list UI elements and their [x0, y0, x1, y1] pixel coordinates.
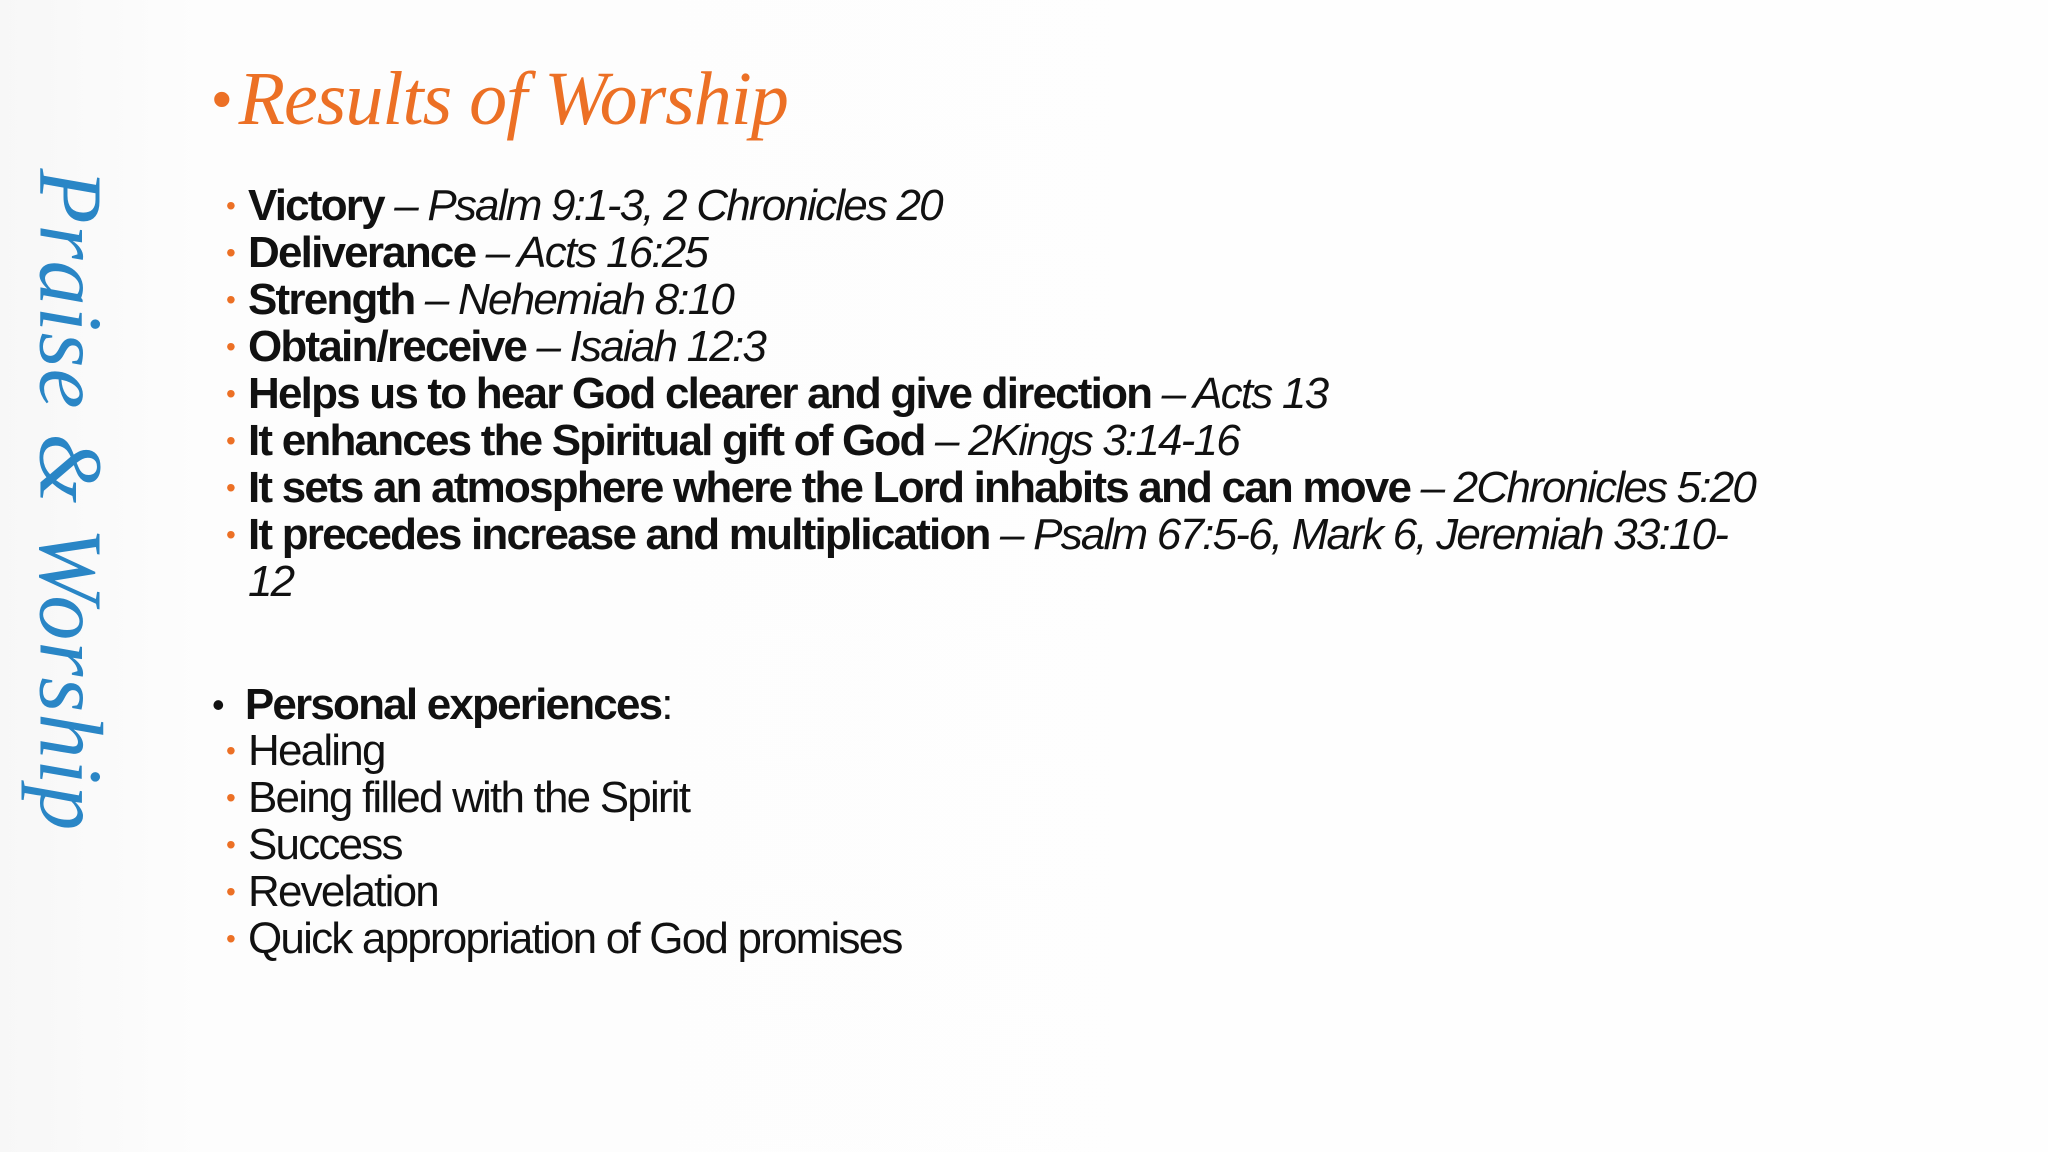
- result-item: [226, 229, 1755, 276]
- experience-text: Quick appropriation of God promises: [248, 914, 902, 963]
- result-item: [226, 370, 1755, 417]
- bullet-dot: •: [226, 923, 235, 954]
- bullet-dot: •: [226, 519, 235, 550]
- bullet-dot: •: [226, 472, 235, 503]
- result-item: [226, 323, 1755, 370]
- result-term: Obtain/receive: [248, 322, 527, 371]
- bullet-dot: •: [226, 829, 235, 860]
- heading-text: Results of Worship: [238, 57, 788, 141]
- experience-item: [226, 821, 902, 868]
- personal-experiences-heading: [212, 681, 672, 730]
- result-item: [226, 511, 1755, 605]
- result-reference-continued: 12: [248, 557, 294, 606]
- bullet-dot: •: [226, 378, 235, 409]
- result-term: It precedes increase and multiplication: [248, 510, 990, 559]
- subheading-suffix: :: [661, 680, 672, 729]
- result-separator: –: [475, 228, 518, 277]
- experience-text: Revelation: [248, 867, 438, 916]
- bullet-dot: •: [226, 284, 235, 315]
- experience-item: [226, 774, 902, 821]
- result-separator: –: [924, 416, 969, 465]
- result-item: [226, 276, 1755, 323]
- result-item: [226, 417, 1755, 464]
- result-reference: Isaiah 12:3: [569, 322, 766, 371]
- result-separator: –: [414, 275, 459, 324]
- result-separator: –: [1151, 369, 1194, 418]
- experience-text: Success: [248, 820, 402, 869]
- result-reference: Acts 16:25: [517, 228, 708, 277]
- result-term: Helps us to hear God clearer and give direction: [248, 369, 1152, 418]
- heading-bullet: •: [212, 67, 231, 130]
- bullet-dot: •: [226, 735, 235, 766]
- bullet-dot: •: [226, 876, 235, 907]
- bullet-dot: •: [226, 237, 235, 268]
- result-term: It enhances the Spiritual gift of God: [248, 416, 925, 465]
- result-term: Deliverance: [248, 228, 476, 277]
- result-reference: 2Kings 3:14-16: [968, 416, 1239, 465]
- result-reference: Acts 13: [1193, 369, 1328, 418]
- bullet-dot: •: [226, 425, 235, 456]
- experience-item: [226, 915, 902, 962]
- experience-text: Being filled with the Spirit: [248, 773, 690, 822]
- experience-item: [226, 868, 902, 915]
- bullet-dot: •: [226, 331, 235, 362]
- result-term: It sets an atmosphere where the Lord inhabits and can move: [248, 463, 1411, 512]
- result-reference: Psalm 67:5-6, Mark 6, Jeremiah 33:10-: [1033, 510, 1728, 559]
- personal-experiences-list: [226, 727, 902, 962]
- result-separator: –: [383, 181, 428, 230]
- bullet-dot: •: [226, 782, 235, 813]
- result-separator: –: [1410, 463, 1454, 512]
- results-list: [226, 182, 1755, 605]
- side-title-text: Praise & Worship: [20, 168, 120, 832]
- result-term: Victory: [248, 181, 384, 230]
- result-item: [226, 182, 1755, 229]
- subheading-label: Personal experiences: [244, 680, 662, 729]
- result-reference: Nehemiah 8:10: [458, 275, 734, 324]
- slide-heading: [212, 56, 788, 143]
- subheading-bullet: •: [212, 684, 223, 725]
- bullet-dot: •: [226, 190, 235, 221]
- result-separator: –: [526, 322, 570, 371]
- result-reference: 2Chronicles 5:20: [1453, 463, 1756, 512]
- result-term: Strength: [248, 275, 415, 324]
- experience-text: Healing: [248, 726, 385, 775]
- result-reference: Psalm 9:1-3, 2 Chronicles 20: [427, 181, 942, 230]
- experience-item: [226, 727, 902, 774]
- result-item: [226, 464, 1755, 511]
- result-separator: –: [989, 510, 1034, 559]
